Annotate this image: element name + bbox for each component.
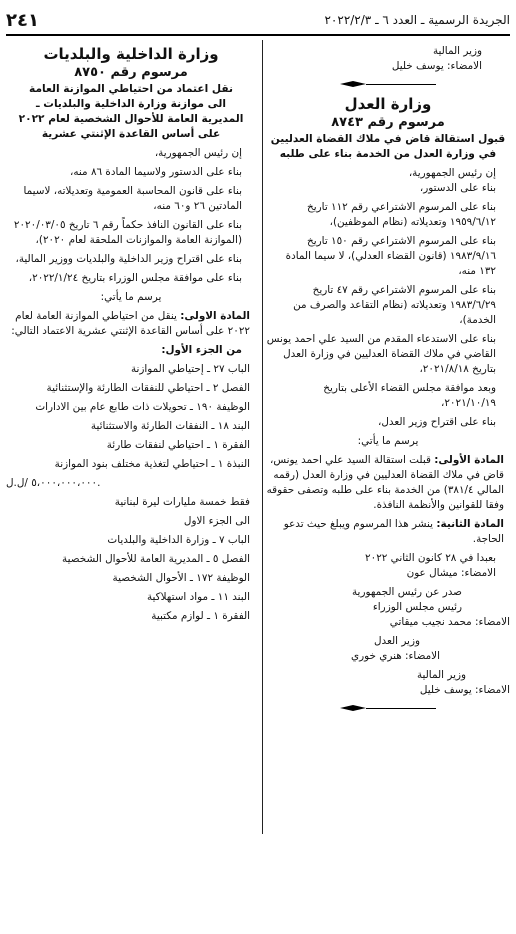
preamble-item: إن رئيس الجمهورية، (408, 167, 496, 179)
left-column (6, 44, 256, 624)
preamble-item: وبعد موافقة مجلس القضاء الأعلى بتاريخ ٢٠٢١/١٠/١٩، (323, 382, 496, 409)
article-1-label: المادة الاولى: (180, 310, 250, 322)
amount-words: فقط خمسة مليارات ليرة لبنانية (114, 496, 250, 508)
article-1 (6, 309, 256, 339)
decree-subject-line: قبول استقالة قاض في ملاك القضاة العدليين (270, 133, 506, 145)
budget-line: الفقرة ١ ـ لوازم مكتبية (151, 610, 250, 622)
article-1 (266, 453, 510, 513)
issued-by: صدر عن رئيس الجمهورية (351, 586, 462, 598)
pm-signature: الامضاء: محمد نجيب ميقاتي (389, 616, 510, 628)
preamble-item: بناء على الاستدعاء المقدم من السيد علي احمد يونس القاضي في ملاك القضاة العدليين في وزارة العدل بتاريخ ٢٠٢١/٨/١٨، (266, 333, 496, 375)
article-1-label: المادة الأولى: (434, 454, 504, 466)
finance-minister-signature: الامضاء: يوسف خليل (391, 60, 482, 72)
amount-value (6, 476, 256, 491)
decree-subject-line: نقل اعتماد من احتياطي الموازنة العامة (29, 83, 233, 95)
decree-number: مرسوم رقم ٨٧٥٠ (74, 65, 188, 80)
budget-line: الباب ٢٧ ـ إحتياطي الموازنة (130, 363, 250, 375)
preamble-item: بناء على اقتراح وزير الداخلية والبلديات ووزير المالية، (15, 253, 242, 265)
decree-subject-line: على أساس القاعدة الإثنتي عشرية (41, 128, 221, 140)
finance-minister-title: وزير المالية (416, 669, 466, 681)
decree-date: بعبدا في ٢٨ كانون الثاني ٢٠٢٢ (365, 552, 496, 564)
separator (266, 80, 510, 88)
preamble-item: بناء على المرسوم الاشتراعي رقم ٤٧ تاريخ ١٩٨٣/٦/٢٩ وتعديلاته (نظام التقاعد والصرف من الخدمة)، (293, 284, 496, 326)
budget-line: الوظيفة ١٧٢ ـ الأحوال الشخصية (112, 572, 250, 584)
justice-minister-title: وزير العدل (373, 635, 420, 647)
budget-line: الفقرة ١ ـ احتياطي لنفقات طارئة (106, 439, 250, 451)
preamble-item: بناء على الدستور ولاسيما المادة ٨٦ منه، (70, 166, 242, 178)
budget-line: الفصل ٢ ـ احتياطي للنفقات الطارئة والإستثنائية (46, 382, 250, 394)
column-divider (262, 40, 263, 834)
budget-line: الباب ٧ ـ وزارة الداخلية والبلديات (107, 534, 250, 546)
decrees-heading: يرسم ما يأتي: (100, 291, 162, 303)
article-2-text: ينشر هذا المرسوم ويبلغ حيث تدعو الحاجة. (283, 518, 504, 545)
article-1-text: ينقل من احتياطي الموازنة العامة لعام ٢٠٢٢ على أساس القاعدة الإثنتي عشرية الاعتماد التالي: (11, 310, 250, 337)
amount: ٥،٠٠٠،٠٠٠،٠٠٠ /ل.ل. (6, 477, 101, 489)
budget-line: الفصل ٥ ـ المديرية العامة للأحوال الشخصية (62, 553, 250, 565)
preamble-item: إن رئيس الجمهورية، (154, 147, 242, 159)
pm-title: رئيس مجلس الوزراء (372, 601, 462, 613)
preamble-item: بناء على موافقة مجلس الوزراء بتاريخ ٢٠٢٢/١/٢٤، (28, 272, 242, 284)
finance-minister-signature: الامضاء: يوسف خليل (419, 684, 510, 696)
article-1-text: قبلت استقالة السيد علي احمد يونس، قاض في ملاك القضاة العدليين في وزارة العدل (رقمه المالي ٣٨١/٤) من الخدمة بناء على طلبه وتصفى حقوقه وفقا للقوانين والأنظمة النافذة. (266, 454, 504, 511)
decree-subject-line: المديرية العامة للأحوال الشخصية لعام ٢٠٢٢ (18, 113, 244, 125)
gazette-title: الجريدة الرسمية ـ العدد ٦ ـ ٢٠٢٢/٢/٣ (324, 13, 510, 27)
budget-line: البند ١٨ ـ النفقات الطارئة والاستثنائية (90, 420, 250, 432)
preamble-item: بناء على اقتراح وزير العدل، (378, 416, 496, 428)
budget-line: الوظيفة ١٩٠ ـ تحويلات ذات طابع عام بين الادارات (35, 401, 250, 413)
president-signature: الامضاء: ميشال عون (406, 567, 496, 579)
decrees-heading: يرسم ما يأتي: (357, 435, 419, 447)
justice-minister-signature: الامضاء: هنري خوري (351, 650, 440, 662)
page-header (6, 10, 510, 32)
preamble-item: بناء على قانون المحاسبة العمومية وتعديلاته، لاسيما المادتين ٢٦ و٦٠ منه، (23, 185, 242, 212)
decree-subject-line: في وزارة العدل من الخدمة بناء على طلبه (279, 148, 497, 160)
to-heading: الى الجزء الاول (183, 515, 250, 527)
budget-line: البند ١١ ـ مواد استهلاكية (146, 591, 250, 603)
separator (266, 704, 510, 712)
from-heading: من الجزء الأول: (161, 344, 242, 356)
ministry-title: وزارة العدل (344, 95, 432, 113)
preamble-item: بناء على المرسوم الاشتراعي رقم ١١٢ تاريخ ١٩٥٩/٦/١٢ وتعديلاته (نظام الموظفين)، (307, 201, 496, 228)
finance-minister-title: وزير المالية (432, 45, 482, 57)
decree-subject-line: الى موازنة وزارة الداخلية والبلديات ـ (35, 98, 227, 110)
amount-label: النبذة ١ ـ احتياطي لتغذية مختلف بنود الموازنة (54, 458, 250, 470)
page-number: ٢٤١ (6, 10, 39, 31)
preamble-item: بناء على الدستور، (419, 182, 496, 194)
article-2 (266, 517, 510, 547)
decree-number: مرسوم رقم ٨٧٤٣ (331, 115, 445, 130)
preamble-item: بناء على المرسوم الاشتراعي رقم ١٥٠ تاريخ ١٩٨٣/٩/١٦ (قانون القضاء العدلي)، لا سيما المادة ١٣٢ منه، (285, 235, 496, 277)
preamble-item: بناء على القانون النافذ حكماً رقم ٦ تاريخ ٢٠٢٠/٠٣/٠٥ (الموازنة العامة والموازنات الملحقة لعام ٢٠٢٠)، (13, 219, 242, 246)
ministry-title: وزارة الداخلية والبلديات (43, 45, 219, 63)
header-rule (6, 34, 510, 36)
right-column (266, 44, 510, 718)
article-2-label: المادة الثانية: (436, 518, 504, 530)
